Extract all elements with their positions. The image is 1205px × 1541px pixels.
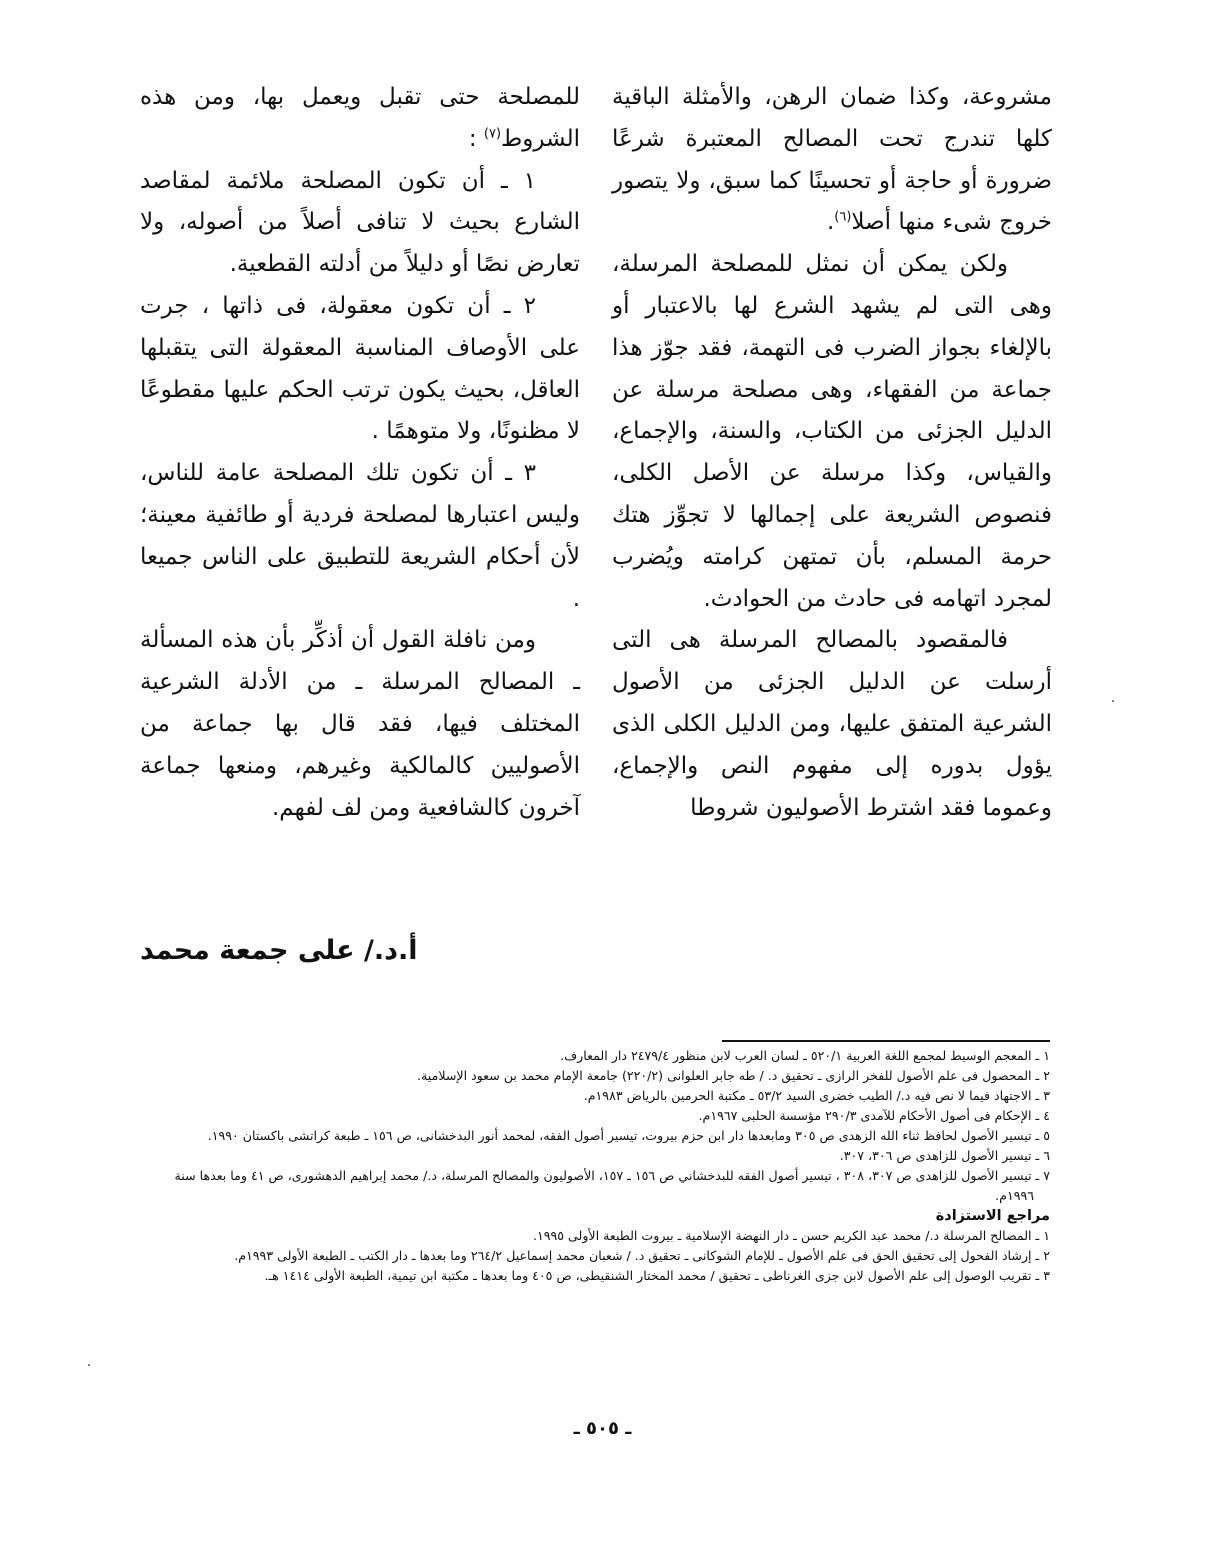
author-signature [140,935,580,966]
paragraph [140,77,580,161]
reference-item: ١ ـ المصالح المرسلة د./ محمد عبد الكريم حسن ـ دار النهضة الإسلامية ـ بيروت الطبعة الأولى ١٩٩٥. [532,1228,1050,1243]
right-column [612,77,1052,829]
scan-speck [88,1364,90,1366]
scan-speck [1112,700,1114,702]
paragraph: ولكن يمكن أن نمثل للمصلحة المرسلة، وهى التى لم يشهد الشرع لها بالاعتبار أو بالإلغاء بجواز الضرب فى التهمة، فقد جوّز هذا جماعة من الفقهاء، وهى مصلحة مرسلة عن الدليل الجزئى من الكتاب، والسنة، والإجماع، والقياس، وكذا مرسلة عن الأصل الكلى، فنصوص الشريعة على إجمالها لا تجوِّز هتك حرمة المسلم، بأن تمتهن كرامته ويُضرب لمجرد اتهامه فى حادث من الحوادث. [612,251,1052,612]
paragraph-text: مشروعة، وكذا ضمان الرهن، والأمثلة الباقية كلها تندرج تحت المصالح المعتبرة شرعًا ضرورة أو حاجة أو تحسينًا كما سبق، ولا يتصور خروج شىء منها أصلا [612,84,1052,236]
paragraph [612,77,1052,244]
punctuation: : [468,125,484,152]
footnote-divider [722,1040,1050,1042]
footnote-item: ٧ ـ تيسير الأصول للزاهدى ص ٣٠٧، ٣٠٨ ، تيسير أصول الفقه للبدخشاني ص ١٥٦ ـ ١٥٧، الأصوليون والمصالح المرسلة، د./ محمد إبراهيم الدهشورى، ص ٤١ وما بعدها سنة ١٩٩٦م. [174,1168,1050,1203]
footnote-item: ٤ ـ الإحكام فى أصول الأحكام للآمدى ٢٩٠/٣ مؤسسة الحلبى ١٩٦٧م. [698,1108,1050,1123]
references-heading: مراجع الاستزادة [935,1208,1050,1224]
paragraph: ومن نافلة القول أن أذكِّر بأن هذه المسألة ـ المصالح المرسلة ـ من الأدلة الشرعية المختلف فيها، فقد قال بها جماعة من الأصوليين كالمالكية وغيرهم، ومنعها جماعة آخرون كالشافعية ومن لف لفهم. [140,627,580,821]
condition-2: ٢ ـ أن تكون معقولة، فى ذاتها ، جرت على الأوصاف المناسبة المعقولة التى يتقبلها العاقل، بحيث يكون ترتب الحكم عليها مقطوعًا لا مظنونًا، ولا متوهمًا . [140,292,580,445]
paragraph-text: للمصلحة حتى تقبل ويعمل بها، ومن هذه الشروط [140,84,580,152]
footnote-item: ١ ـ المعجم الوسيط لمجمع اللغة العربية ٥٢٠/١ ـ لسان العرب لابن منظور ٢٤٧٩/٤ دار المعارف. [560,1048,1050,1063]
footnote-ref-6[interactable]: (٦) [834,209,852,225]
reference-item: ٣ ـ تقريب الوصول إلى علم الأصول لابن جزى الغرناطى ـ تحقيق / محمد المختار الشنقيطى، ص ٤٠٥ وما بعدها ـ مكتبة ابن تيمية، الطبعة الأولى ١٤١٤ هـ. [264,1268,1050,1283]
punctuation: . [826,209,835,236]
left-column [140,77,580,829]
footnote-item: ٥ ـ تيسير الأصول لحافظ ثناء الله الزهدى ص ٣٠٥ ومابعدها دار ابن حزم بيروت، تيسير أصول الفقه، لمحمد أنور البدخشانى، ص ١٥٦ ـ طبعة كراتشى باكستان ١٩٩٠. [207,1128,1050,1143]
reference-item: ٢ ـ إرشاد الفحول إلى تحقيق الحق فى علم الأصول ـ للإمام الشوكانى ـ تحقيق د. / شعبان محمد إسماعيل ٢٦٤/٢ وما بعدها ـ دار الكتب ـ الطبعة الأولى ١٩٩٣م. [234,1248,1050,1263]
footnote-item: ٢ ـ المحصول فى علم الأصول للفخر الرازى ـ تحقيق د. / طه جابر العلوانى (٢٢٠/٢) جامعة الإمام محمد بن سعود الإسلامية. [417,1068,1050,1083]
footnotes-section [148,1046,1050,1286]
condition-1: ١ ـ أن تكون المصلحة ملائمة لمقاصد الشارع بحيث لا تنافى أصلاً من أصوله، ولا تعارض نصًا أو دليلاً من أدلته القطعية. [140,167,580,278]
condition-3: ٣ ـ أن تكون تلك المصلحة عامة للناس، وليس اعتبارها لمصلحة فردية أو طائفية معينة؛ لأن أحكام الشريعة للتطبيق على الناس جميعا . [140,460,580,612]
page-number: ـ ٥٠٥ ـ [573,1418,632,1439]
paragraph: فالمقصود بالمصالح المرسلة هى التى أرسلت عن الدليل الجزئى من الأصول الشرعية المتفق عليها، ومن الدليل الكلى الذى يؤول بدوره إلى مفهوم النص والإجماع، وعموما فقد اشترط الأصوليون شروطا [612,627,1052,821]
footnote-item: ٣ ـ الاجتهاد فيما لا نص فيه د./ الطيب خضرى السيد ٥٣/٢ ـ مكتبة الحرمين بالرياض ١٩٨٣م. [583,1088,1050,1103]
author-name: أ.د./ على جمعة محمد [140,935,418,966]
footnote-item: ٦ ـ تيسير الأصول للزاهدى ص ٣٠٦، ٣٠٧. [839,1148,1050,1163]
footnote-ref-7[interactable]: (٧) [483,126,502,142]
